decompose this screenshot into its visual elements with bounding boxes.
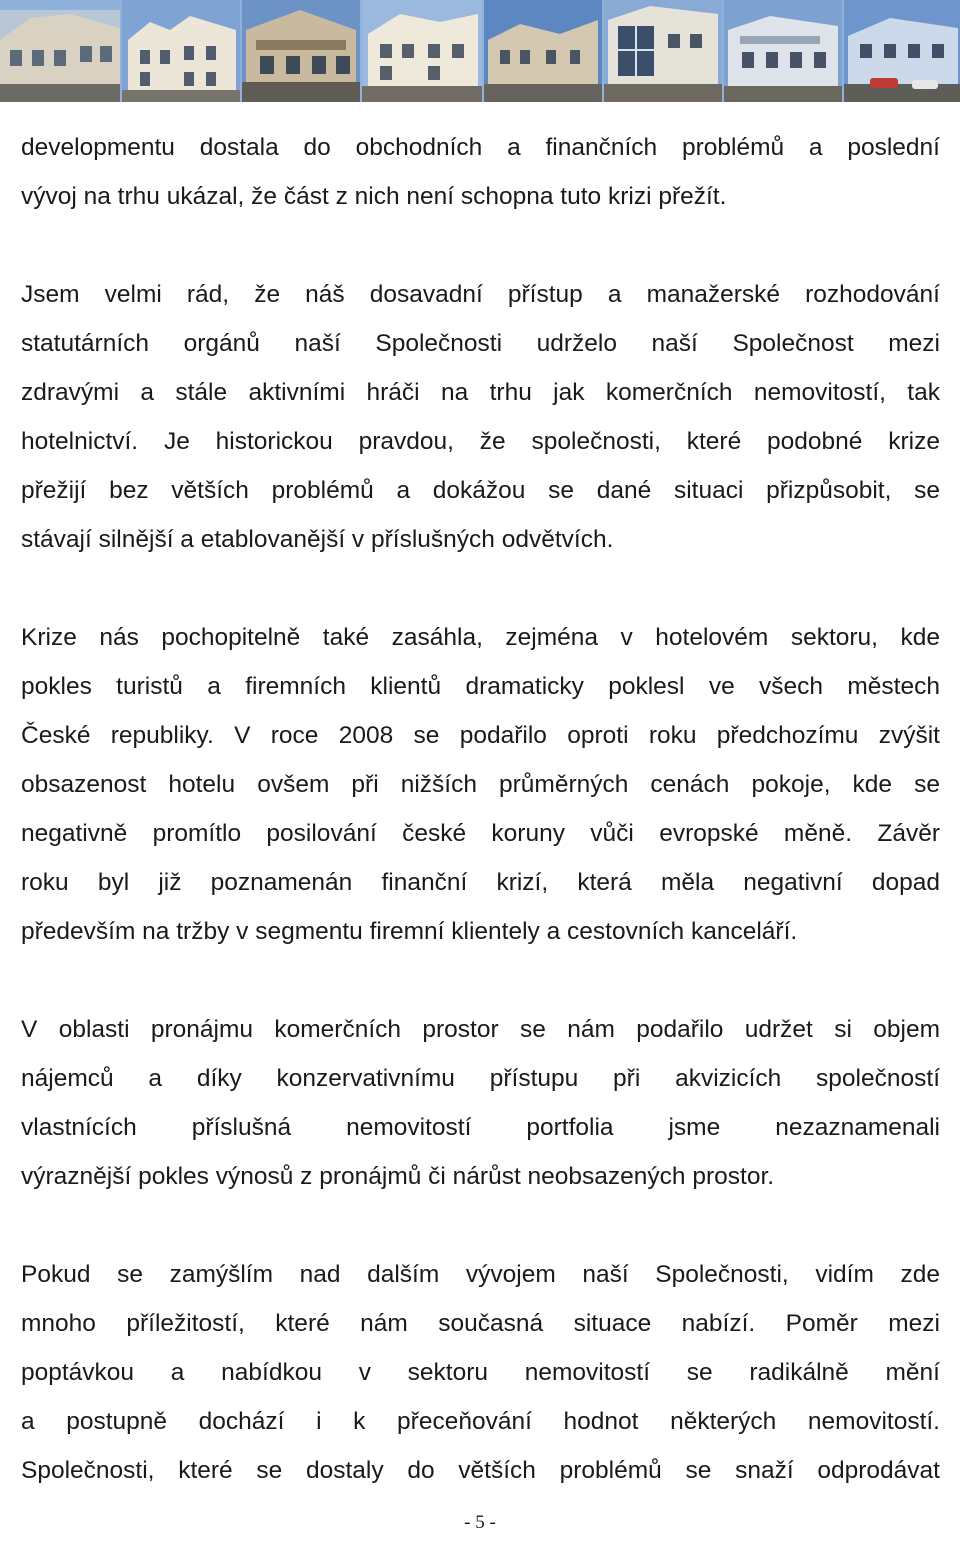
text-line: vývoj na trhu ukázal, že část z nich není schopna tuto krizi přežít.	[21, 183, 727, 210]
text-line: Krize nás pochopitelně také zasáhla, zejména v hotelovém sektoru, kde	[21, 624, 940, 651]
text-line: především na tržby v segmentu firemní klientely a cestovních kanceláří.	[21, 918, 798, 945]
paragraph-5	[21, 1250, 940, 1495]
text-line: mnoho příležitostí, které nám současná situace nabízí. Poměr mezi	[21, 1310, 940, 1337]
text-line: Společnosti, které se dostaly do větších problémů se snaží odprodávat	[21, 1457, 940, 1484]
text-line: a postupně dochází i k přeceňování hodnot některých nemovitostí.	[21, 1408, 940, 1435]
document-body	[21, 123, 940, 1544]
text-line: přežijí bez větších problémů a dokážou se dané situaci přizpůsobit, se	[21, 477, 940, 504]
text-line: roku byl již poznamenán finanční krizí, která měla negativní dopad	[21, 869, 940, 896]
page-number: - 5 -	[464, 1512, 496, 1533]
text-line: Jsem velmi rád, že náš dosavadní přístup a manažerské rozhodování	[21, 281, 940, 308]
text-line: hotelnictví. Je historickou pravdou, že společnosti, které podobné krize	[21, 428, 940, 455]
text-line: V oblasti pronájmu komerčních prostor se nám podařilo udržet si objem	[21, 1016, 940, 1043]
text-line: poptávkou a nabídkou v sektoru nemovitostí se radikálně mění	[21, 1359, 940, 1386]
text-line: statutárních orgánů naší Společnosti udrželo naší Společnost mezi	[21, 330, 940, 357]
header-photo-banner	[0, 0, 960, 102]
paragraph-3	[21, 613, 940, 956]
text-line: Pokud se zamýšlím nad dalším vývojem naší Společnosti, vidím zde	[21, 1261, 940, 1288]
paragraph-4	[21, 1005, 940, 1201]
building-photo-strip-icon	[0, 0, 960, 102]
text-line: výraznější pokles výnosů z pronájmů či nárůst neobsazených prostor.	[21, 1163, 775, 1190]
text-line: obsazenost hotelu ovšem při nižších průměrných cenách pokoje, kde se	[21, 771, 940, 798]
text-line: vlastnících příslušná nemovitostí portfolia jsme nezaznamenali	[21, 1114, 940, 1141]
text-line: pokles turistů a firemních klientů dramaticky poklesl ve všech městech	[21, 673, 940, 700]
text-line: negativně promítlo posilování české koruny vůči evropské měně. Závěr	[21, 820, 940, 847]
text-line: zdravými a stále aktivními hráči na trhu jak komerčních nemovitostí, tak	[21, 379, 940, 406]
text-line: nájemců a díky konzervativnímu přístupu při akvizicích společností	[21, 1065, 940, 1092]
text-line: developmentu dostala do obchodních a finančních problémů a poslední	[21, 134, 940, 161]
paragraph-1	[21, 123, 940, 221]
text-line: stávají silnější a etablovanější v příslušných odvětvích.	[21, 526, 614, 553]
text-line: České republiky. V roce 2008 se podařilo oproti roku předchozímu zvýšit	[21, 722, 940, 749]
paragraph-2	[21, 270, 940, 564]
